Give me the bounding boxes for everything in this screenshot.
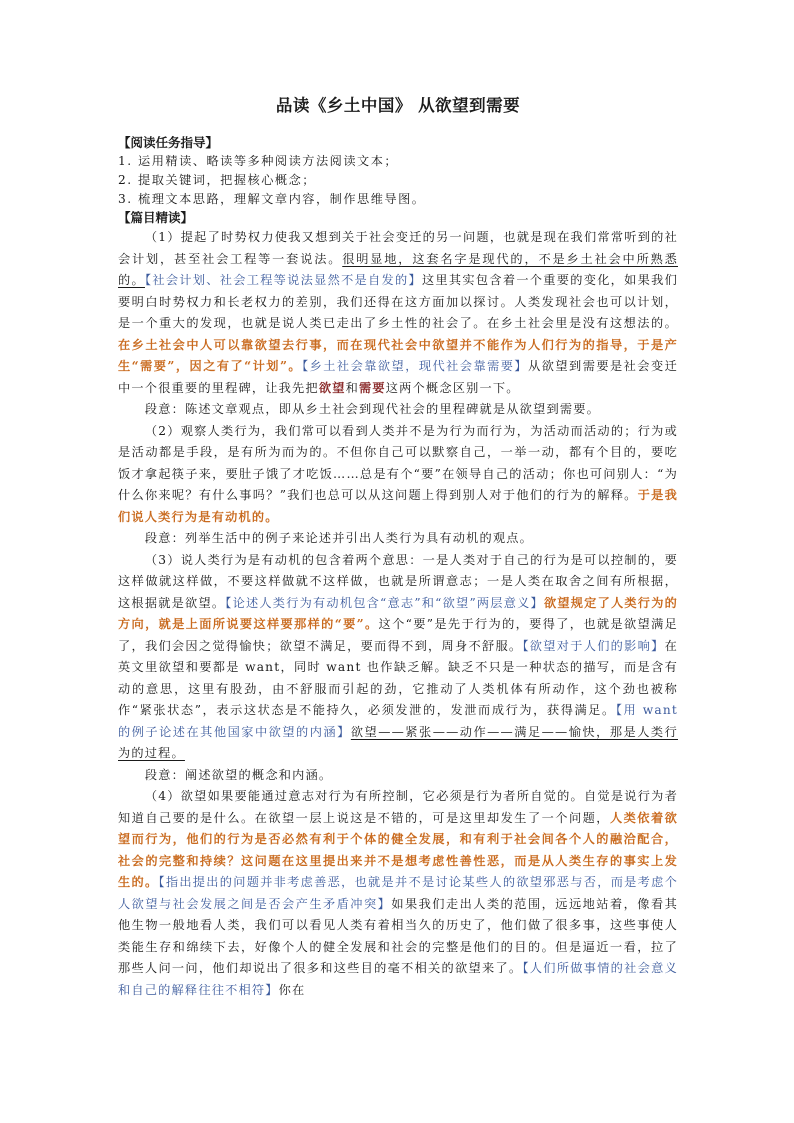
reading-heading: 【篇目精读】	[118, 210, 194, 225]
p3-annotation: 【论述人类行为有动机包含“意志”和“欲望”两层意义】	[225, 595, 544, 610]
p3-text: （3）说人类行为是有动机的包含着两个意思：一是人类对于自己的行为是可以控制的，要这样做就这样做，不要这样做就不这样做，也就是所谓意志；一是人类在取舍之间有所根据，这根据就是欲望。	[118, 552, 678, 610]
p3-text: 在英文里欲望和要都是 want，同时 want 也作缺乏解。缺乏不只是一种状态的描写，而是含有动的意思，这里有股劲，由不舒服而引起的劲，它推动了人类机体有所动作，这个劲也被称作“紧张状态”，表示这状态是不能持久，必须发泄的，发泄而成行为，获得满足。	[118, 638, 678, 717]
p1-highlight: 在乡土社会中人可以靠欲望去行事，而在现代社会中欲望并不能作为人们行为的指导，于是产生“需要”，因之有了“计划”。	[118, 337, 678, 373]
p3-underlined: 欲望——紧张——动作——满足——愉快，那是人类行为的过程。	[118, 724, 678, 760]
p4-text: （4）欲望如果要能通过意志对行为有所控制，它必须是行为者所自觉的。自觉是说行为者知道自己要的是什么。在欲望一层上说这是不错的，可是这里却发生了一个问题，	[118, 789, 678, 825]
document-page	[118, 92, 678, 1001]
p4-annotation: 【人们所做事情的社会意义和自己的解释往往不相符】	[118, 961, 678, 997]
keyword-need: 需要	[358, 380, 386, 395]
p2-highlight: 于是我们说人类行为是有动机的。	[118, 488, 678, 524]
p3-highlight: 欲望规定了人类行为的方向，就是上面所说要这样要那样的“要”。	[118, 595, 678, 631]
p2-text: （2）观察人类行为，我们常可以看到人类并不是为行为而行为，为活动而活动的；行为或是活动都是手段，是有所为而为的。不但你自己可以默察自己，一举一动，都有个目的，要吃饭才拿起筷子来，要肚子饿了才吃饭……总是有个“要”在领导自己的活动；你也可问别人：“为什么你来呢？有什么事吗？”我们也总可以从这问题上得到别人对于他们的行为的解释。	[118, 423, 678, 502]
p4-text: 如果我们走出人类的范围，远远地站着，像看其他生物一般地看人类，我们可以看见人类有着相当久的历史了，他们做了很多事，这些事使人类能生存和绵续下去，好像个人的健全发展和社会的完整是他们的目的。但是逼近一看，拉了那些人问一问，他们却说出了很多和这些目的毫不相关的欲望来了。	[118, 896, 679, 975]
p1-text: 从欲望到需要是社会变迁中一个很重要的里程碑，让我先把	[118, 359, 678, 395]
p1-text: 这里其实包含着一个重要的变化，如果我们要明白时势权力和长老权力的差别，我们还得在这方面加以探讨。人类发现社会也可以计划，是一个重大的发现，也就是说人类已走出了乡土性的社会了。在乡土社会里是没有这想法的。	[118, 273, 678, 330]
p4-annotation: 【指出提出的问题并非考虑善恶，也就是并不是讨论某些人的欲望邪恶与否，而是考虑个人欲望与社会发展之间是否会产生矛盾冲突】	[118, 875, 678, 911]
paragraph-3	[118, 550, 678, 765]
paragraph-summary-2: 段意：列举生活中的例子来论述并引出人类行为具有动机的观点。	[144, 531, 534, 545]
guide-item: 2. 提取关键词，把握核心概念；	[118, 173, 316, 187]
p4-highlight: 人类依着欲望而行为，他们的行为是否必然有利于个体的健全发展，和有利于社会间各个人的融洽配合，社会的完整和持续？这问题在这里提出来并不是想考虑性善性恶，而是从人类生存的事实上发生的。	[118, 810, 679, 889]
p1-annotation: 【乡土社会靠欲望，现代社会靠需要】	[302, 359, 529, 373]
guide-item: 1. 运用精读、略读等多种阅读方法阅读文本；	[118, 154, 399, 168]
guide-item: 3. 梳理文本思路，理解文章内容，制作思维导图。	[118, 192, 426, 206]
guide-heading: 【阅读任务指导】	[118, 135, 219, 150]
p1-text: 这两个概念区别一下。	[385, 380, 520, 395]
paragraph-1	[118, 227, 678, 399]
p1-text: 和	[345, 380, 359, 395]
p1-annotation: 【社会计划、社会工程等说法显然不是自发的】	[144, 273, 422, 287]
keyword-desire: 欲望	[318, 380, 346, 395]
p1-underlined: 很明显地，这套名字是现代的，不是乡土社会中所熟悉的。	[118, 251, 678, 287]
page-title: 品读《乡土中国》 从欲望到需要	[275, 96, 521, 115]
paragraph-summary-3: 段意：阐述欲望的概念和内涵。	[144, 767, 333, 782]
p3-annotation: 【用 want 的例子论述在其他国家中欲望的内涵】	[118, 703, 678, 739]
p1-text: （1）提起了时势权力使我又想到关于社会变迁的另一问题，也就是现在我们常常听到的社会计划，甚至社会工程等一套说法。	[118, 230, 678, 266]
p4-text: 你在	[278, 982, 306, 997]
p3-text: 这个“要”是先于行为的，要得了，也就是欲望满足了，我们会因之觉得愉快；欲望不满足，要而得不到，周身不舒服。	[118, 617, 678, 653]
paragraph-summary-1: 段意：陈述文章观点，即从乡土社会到现代社会的里程碑就是从欲望到需要。	[144, 402, 601, 416]
paragraph-4	[118, 786, 678, 1001]
paragraph-2	[118, 421, 678, 529]
p3-annotation: 【欲望对于人们的影响】	[522, 638, 665, 653]
